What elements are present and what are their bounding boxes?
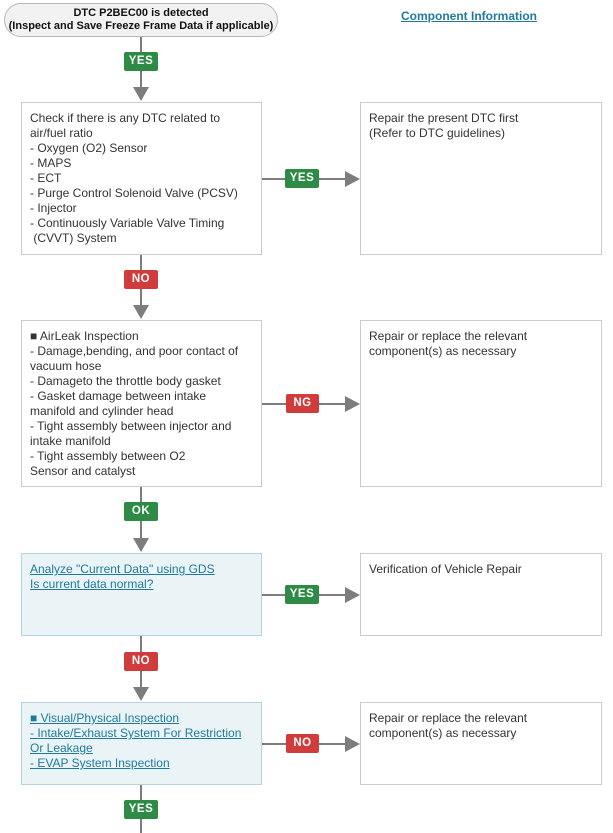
result-line: component(s) as necessary [369, 726, 517, 740]
result-line: Repair the present DTC first [369, 111, 519, 125]
result-line: component(s) as necessary [369, 344, 517, 358]
step-2-line: ■ AirLeak Inspection [30, 329, 139, 343]
step-1-line: air/fuel ratio [30, 126, 93, 140]
result-line: Verification of Vehicle Repair [369, 562, 522, 576]
step-1-line: - Oxygen (O2) Sensor [30, 141, 148, 155]
step-1-line: - Continuously Variable Valve Timing [30, 216, 225, 230]
step-3-result-box [360, 553, 602, 636]
result-line: Repair or replace the relevant [369, 329, 528, 343]
step-2-line: - Damage,bending, and poor contact of [30, 344, 239, 358]
step-2-line: manifold and cylinder head [30, 404, 174, 418]
step-2-line: - Damageto the throttle body gasket [30, 374, 221, 388]
step-2-line: vacuum hose [30, 359, 102, 373]
step-1-result-box [360, 102, 602, 255]
start-title: DTC P2BEC00 is detected [73, 7, 209, 19]
arrow-down-icon [133, 538, 149, 552]
arrow-right-icon [345, 171, 360, 187]
intake-exhaust-system-link-cont[interactable]: Or Leakage [30, 741, 93, 755]
result-line: Repair or replace the relevant [369, 711, 528, 725]
step-1-line: - Purge Control Solenoid Valve (PCSV) [30, 186, 238, 200]
arrow-right-icon [345, 396, 360, 412]
step-2-line: intake manifold [30, 434, 111, 448]
visual-physical-inspection-link[interactable]: ■ Visual/Physical Inspection [30, 711, 180, 725]
step-1-line: Check if there is any DTC related to [30, 111, 221, 125]
step-2-result-box [360, 320, 602, 487]
step-2-line: - Tight assembly between injector and [30, 419, 232, 433]
step-4-result-box [360, 702, 602, 785]
ng-badge: NG [286, 394, 319, 413]
step-1-line: - MAPS [30, 156, 72, 170]
step-3-box [21, 553, 262, 636]
arrow-right-icon [345, 736, 360, 752]
arrow-down-icon [133, 87, 149, 101]
step-2-line: - Gasket damage between intake [30, 389, 207, 403]
arrow-down-icon [133, 305, 149, 319]
no-badge: NO [124, 652, 158, 671]
yes-badge: YES [285, 585, 319, 604]
current-data-normal-link[interactable]: Is current data normal? [30, 577, 154, 591]
evap-system-inspection-link[interactable]: - EVAP System Inspection [30, 756, 170, 770]
yes-badge: YES [124, 52, 158, 71]
step-4-box [21, 702, 262, 785]
start-subtitle: (Inspect and Save Freeze Frame Data if applicable) [8, 20, 274, 32]
step-1-line: - ECT [30, 171, 62, 185]
arrow-right-icon [345, 587, 360, 603]
yes-badge: YES [124, 800, 158, 819]
step-2-box [21, 320, 262, 487]
component-information-link[interactable]: Component Information [401, 9, 537, 23]
start-node [4, 3, 278, 37]
analyze-current-data-link[interactable]: Analyze "Current Data" using GDS [30, 562, 215, 576]
result-line: (Refer to DTC guidelines) [369, 126, 506, 140]
step-1-line: (CVVT) System [30, 231, 117, 245]
step-1-box [21, 102, 262, 255]
arrow-down-icon [133, 687, 149, 701]
no-badge: NO [286, 734, 319, 753]
yes-badge: YES [285, 169, 319, 188]
step-2-line: Sensor and catalyst [30, 464, 136, 478]
ok-badge: OK [124, 502, 158, 521]
intake-exhaust-system-link[interactable]: - Intake/Exhaust System For Restriction [30, 726, 242, 740]
step-2-line: - Tight assembly between O2 [30, 449, 186, 463]
no-badge: NO [124, 270, 158, 289]
step-1-line: - Injector [30, 201, 77, 215]
